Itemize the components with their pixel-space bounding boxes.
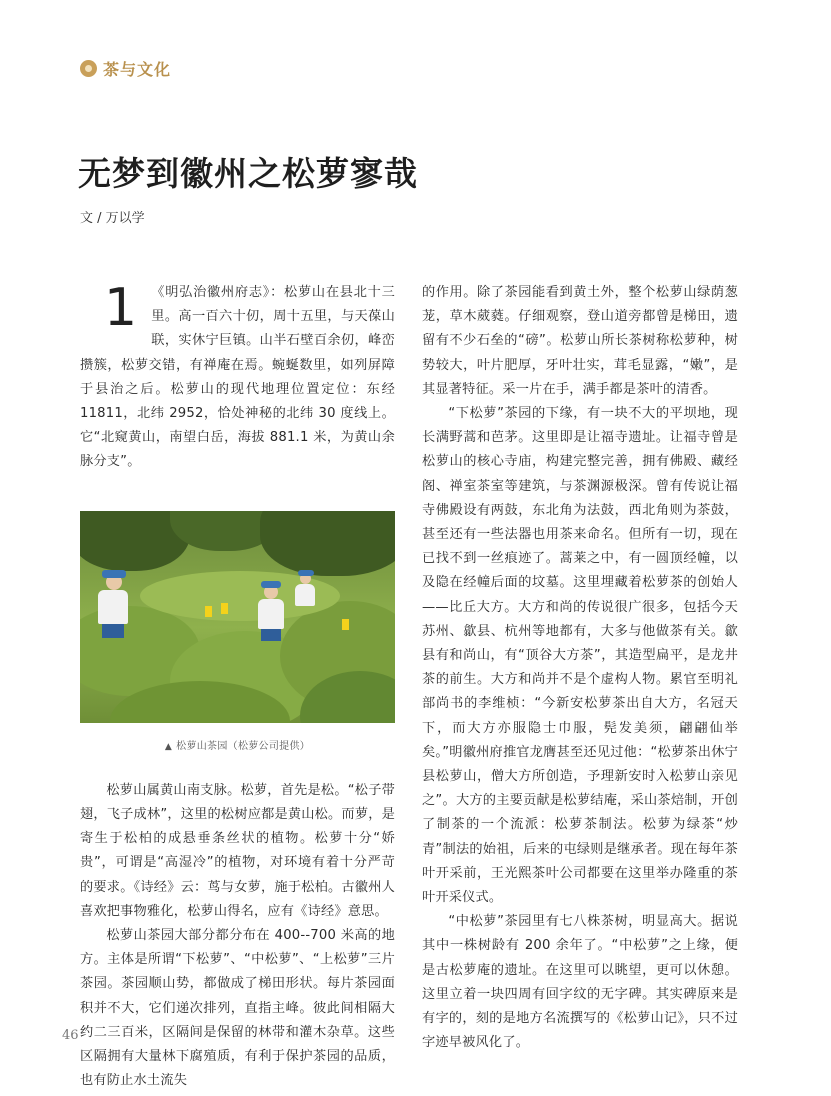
body-paragraph: “下松萝”茶园的下缘，有一块不大的平坝地，现长满野蒿和芭茅。这里即是让福寺遗址。让福寺曾是松萝山的核心寺庙，构建完整完善，拥有佛殿、藏经阁、禅室茶室等建筑，与茶渊源极深。曾有传说让福寺佛殿设有两鼓，东北角为法鼓，西北角则为茶鼓，甚至还有一些法器也用茶来命名。但所有一切，现在已找不到一丝痕迹了。蒿莱之中，有一圆顶经幢，以及隐在经幢后面的坟墓。这里埋藏着松萝茶的创始人——比丘大方。大方和尚的传说很广很多，包括今天苏州、歙县、杭州等地都有，大多与他做茶有关。歙县有和尚山，有“顶谷大方茶”，其造型扁平，是龙井茶的前生。大方和尚并不是个虚构人物。累官至明礼部尚书的李维桢：“今新安松萝茶出自大方，名冠天下，而大方亦服隐士巾服，髡发美须，翩翩仙举矣。”明徽州府推官龙膺甚至还见过他：“松萝茶出休宁县松萝山，僧大方所创造，予理新安时入松萝山亲见之”。大方的主要贡献是松萝结庵，采山茶焙制，开创了制茶的一个流派：松萝茶制法。松萝为绿茶“炒青”制法的始祖，后来的屯绿则是继承者。现在每年茶叶开采前，王光熙茶叶公司都要在这里举办隆重的茶叶开采仪式。 xyxy=(422,406,738,906)
photo-caption xyxy=(80,735,395,759)
intro-text: 《明弘治徽州府志》：松萝山在县北十三里。高一百六十仞，周十五里，与天葆山联，实休宁巨镇。山半石壁百余仞，峰峦攒簇，松萝交错，有禅庵在焉。蜿蜒数里，如列屏障于县治之后。松萝山的现代地理位置定位：东经 11811，北纬 2952，恰处神秘的北纬 30 度线上。它“北窥黄山，南望白岳，海拔 881.1 米，为黄山余脉分支”。 xyxy=(80,285,395,470)
left-column xyxy=(80,278,395,1093)
drop-cap: 1 xyxy=(104,278,138,338)
tea-leaf-circle-icon xyxy=(80,60,97,77)
body-paragraph: “中松萝”茶园里有七八株茶树，明显高大。据说其中一株树龄有 200 余年了。“中松萝”之上缘，便是古松萝庵的遗址。在这里可以眺望，更可以休憩。这里立着一块四周有回字纹的无字碑。其实碑原来是有字的，刻的是地方名流撰写的《松萝山记》，只不过字迹早被风化了。 xyxy=(422,914,738,1051)
body-paragraph: 的作用。除了茶园能看到黄土外，整个松萝山绿荫葱茏，草木葳蕤。仔细观察，登山道旁都曾是梯田，遗留有不少石垒的“磅”。松萝山所长茶树称松萝种，树势较大，叶片肥厚，牙叶壮实，茸毛显露，“嫩”，是其显著特征。采一片在手，满手都是茶叶的清香。 xyxy=(422,285,738,397)
body-paragraph: 松萝山茶园大部分都分布在 400--700 米高的地方。主体是所谓“下松萝”、“中松萝”、“上松萝”三片茶园。茶园顺山势，都做成了梯田形状。每片茶园面积并不大，它们递次排列，直指主峰。彼此间相隔大约二三百米，区隔间是保留的林带和灌木杂草。这些区隔拥有大量林下腐殖质，有利于保护茶园的品质，也有防止水土流失 xyxy=(80,928,395,1089)
section-header xyxy=(80,56,171,80)
photo-caption-text: 松萝山茶园（松萝公司提供） xyxy=(176,740,311,752)
tea-garden-photo xyxy=(80,511,395,723)
section-label: 茶与文化 xyxy=(103,59,172,79)
right-column xyxy=(422,281,738,1056)
intro-paragraph xyxy=(80,278,395,475)
body-paragraph: 松萝山属黄山南支脉。松萝，首先是松。“松子带翅，飞子成林”，这里的松树应都是黄山松。而萝，是寄生于松柏的成悬垂条丝状的植物。松萝十分“娇贵”，可谓是“高湿冷”的植物，对环境有着十分严苛的要求。《诗经》云：茑与女萝，施于松柏。古徽州人喜欢把事物雅化，松萝山得名，应有《诗经》意思。 xyxy=(80,782,395,919)
triangle-marker-icon: ▲ xyxy=(164,741,173,752)
article-title: 无梦到徽州之松萝寥哉 xyxy=(78,154,418,193)
page-number: 46 xyxy=(62,1028,79,1043)
article-byline: 文 / 万以学 xyxy=(80,211,145,226)
